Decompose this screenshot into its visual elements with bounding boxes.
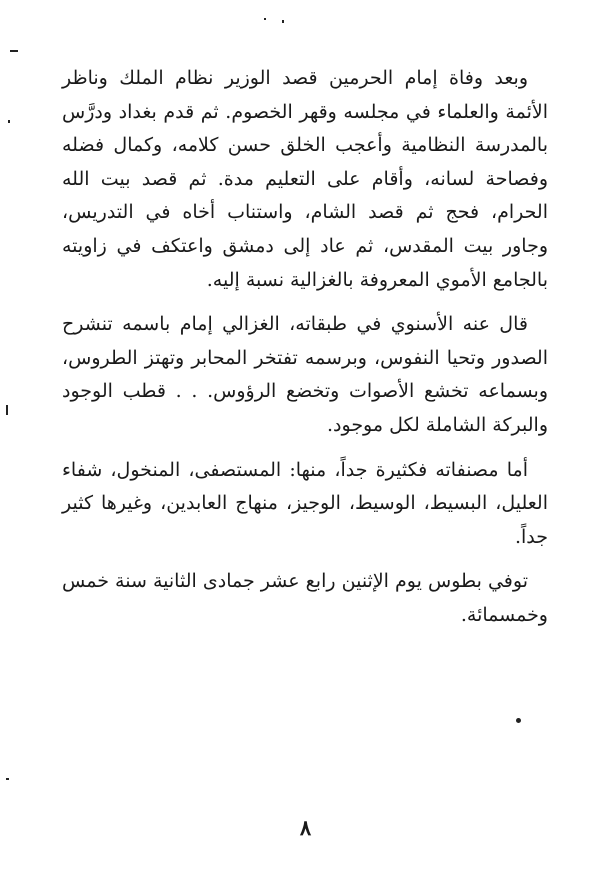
page-body [62, 62, 548, 644]
paragraph-biography: وبعد وفاة إمام الحرمين قصد الوزير نظام الملك وناظر الأئمة والعلماء في مجلسه وقهر الخصوم. ثم قدم بغداد ودرَّس بالمدرسة النظامية وأعجب الخلق حسن كلامه، وكمال فضله وفصاحة لسانه، وأقام على التعليم مدة. ثم قصد بيت الله الحرام، فحج ثم قصد الشام، واستناب أخاه في التدريس، وجاور بيت المقدس، ثم عاد إلى دمشق واعتكف في زاويته بالجامع الأموي المعروفة بالغزالية نسبة إليه. [62, 67, 548, 291]
scan-speck [282, 20, 284, 23]
paragraph-isnawi-quote: قال عنه الأسنوي في طبقاته، الغزالي إمام باسمه تنشرح الصدور وتحيا النفوس، وبرسمه تفتخر المحابر وتهتز الطروس، وبسماعه تخشع الأصوات وتخضع الرؤوس. . . قطب الوجود والبركة الشاملة لكل موجود. [62, 313, 548, 436]
scan-speck [6, 778, 9, 780]
scan-speck [264, 18, 266, 20]
paragraph-death: توفي بطوس يوم الإثنين رابع عشر جمادى الثانية سنة خمس وخمسمائة. [62, 570, 548, 626]
paragraph-works: أما مصنفاته فكثيرة جداً، منها: المستصفى، المنخول، شفاء العليل، البسيط، الوسيط، الوجيز، منهاج العابدين، وغيرها كثير جداً. [62, 458, 548, 548]
page-number: ٨ [299, 815, 312, 840]
scan-speck [6, 405, 8, 415]
scan-speck [516, 718, 521, 723]
scan-speck [8, 120, 10, 123]
scan-speck [10, 50, 18, 52]
